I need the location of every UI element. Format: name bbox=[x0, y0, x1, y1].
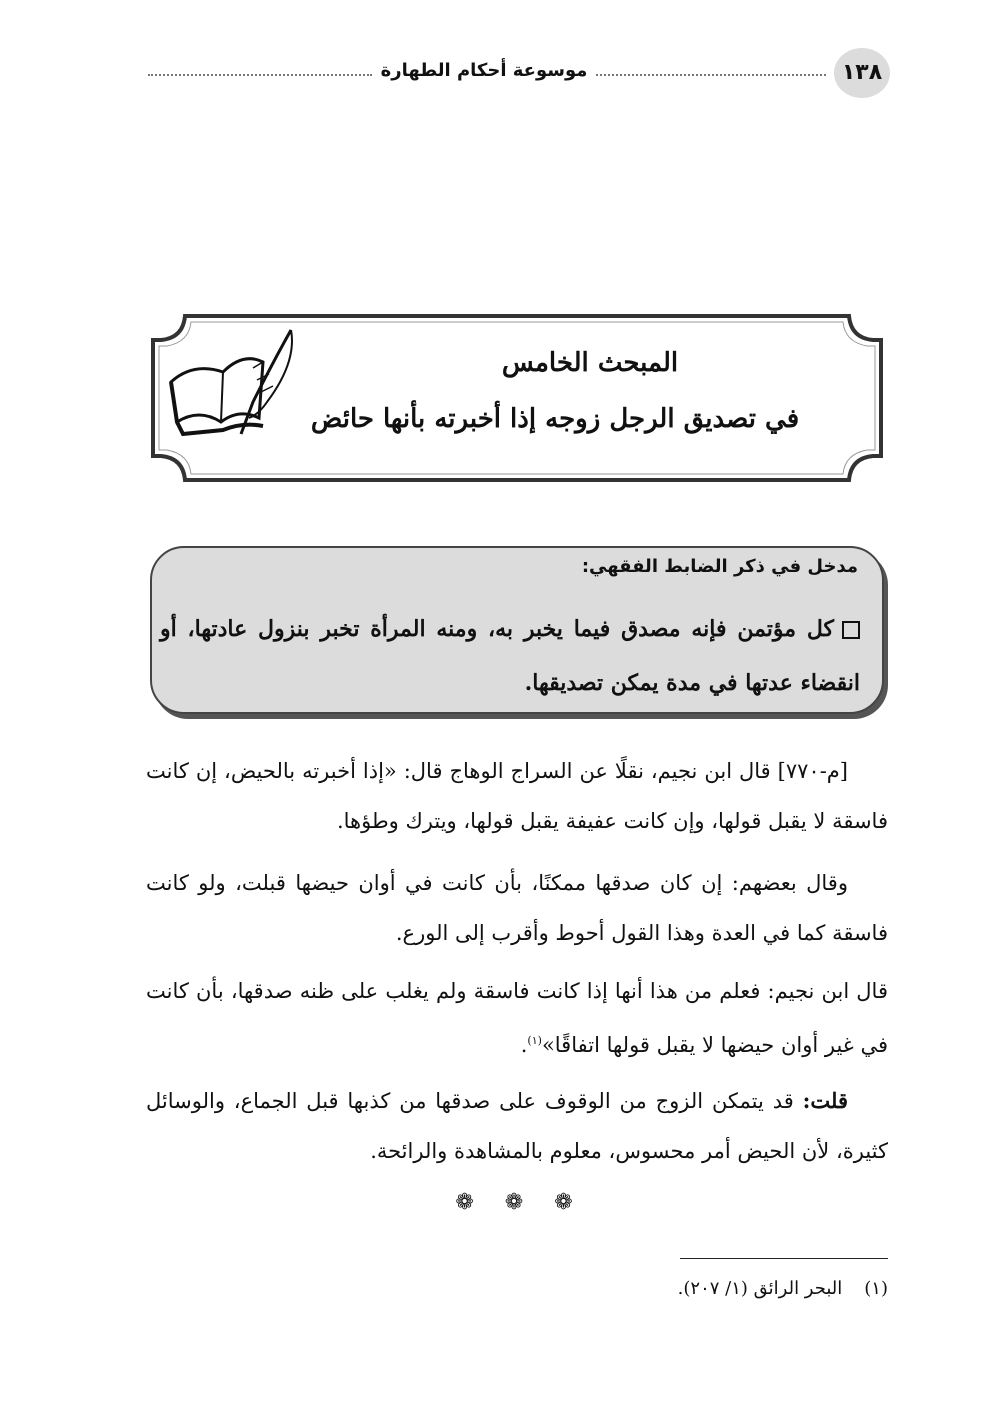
paragraph-3-text: قال ابن نجيم: فعلم من هذا أنها إذا كانت فاسقة ولم يغلب على ظنه صدقها، بأن كانت في غير أوان حيضها لا يقبل قولها اتفاقًا» bbox=[146, 979, 888, 1057]
page-header bbox=[148, 50, 890, 100]
footnote-separator bbox=[680, 1258, 888, 1259]
rule-heading: مدخل في ذكر الضابط الفقهي: bbox=[581, 556, 858, 577]
rule-text: كل مؤتمن فإنه مصدق فيما يخبر به، ومنه المرأة تخبر بنزول عادتها، أو انقضاء عدتها في مدة يمكن تصديقها. bbox=[160, 616, 860, 696]
paragraph-4-text: قد يتمكن الزوج من الوقوف على صدقها من كذبها قبل الجماع، والوسائل كثيرة، لأن الحيض أمر محسوس، معلوم بالمشاهدة والرائحة. bbox=[146, 1089, 888, 1163]
section-end-ornament: ❁ ❁ ❁ bbox=[455, 1190, 585, 1215]
footnote-number: (١) bbox=[864, 1278, 888, 1299]
fiqh-rule-box bbox=[150, 546, 888, 716]
paragraph-4 bbox=[146, 1076, 888, 1176]
paragraph-3-end: . bbox=[520, 1033, 528, 1057]
header-dots-right bbox=[596, 74, 826, 76]
book-title: موسوعة أحكام الطهارة bbox=[380, 60, 588, 81]
paragraph-1-text: [م-٧٧٠] قال ابن نجيم، نقلًا عن السراج الوهاج قال: «إذا أخبرته بالحيض، إن كانت فاسقة لا يقبل قولها، وإن كانت عفيفة يقبل قولها، ويترك وطؤها. bbox=[146, 759, 888, 833]
footnote-reference[interactable]: (١) bbox=[527, 1034, 542, 1047]
paragraph-2-text: وقال بعضهم: إن كان صدقها ممكنًا، بأن كانت في أوان حيضها قبلت، ولو كانت فاسقة كما في العدة وهذا القول أحوط وأقرب إلى الورع. bbox=[146, 871, 888, 945]
header-dots-left bbox=[148, 74, 372, 76]
paragraph-3 bbox=[146, 966, 888, 1070]
checkbox-square-icon bbox=[842, 621, 860, 639]
paragraph-1 bbox=[146, 746, 888, 846]
footnote-text: البحر الرائق (١/ ٢٠٧). bbox=[677, 1278, 843, 1299]
page-number: ١٣٨ bbox=[834, 48, 890, 98]
book-quill-icon bbox=[163, 322, 303, 446]
paragraph-2 bbox=[146, 858, 888, 958]
chapter-subtitle: في تصديق الرجل زوجه إذا أخبرته بأنها حائض bbox=[310, 404, 800, 434]
rule-text-block bbox=[160, 602, 860, 710]
chapter-title-box bbox=[145, 308, 889, 488]
footnote bbox=[500, 1274, 888, 1304]
paragraph-4-lead: قلت: bbox=[802, 1088, 848, 1113]
chapter-title: المبحث الخامس bbox=[501, 348, 679, 378]
